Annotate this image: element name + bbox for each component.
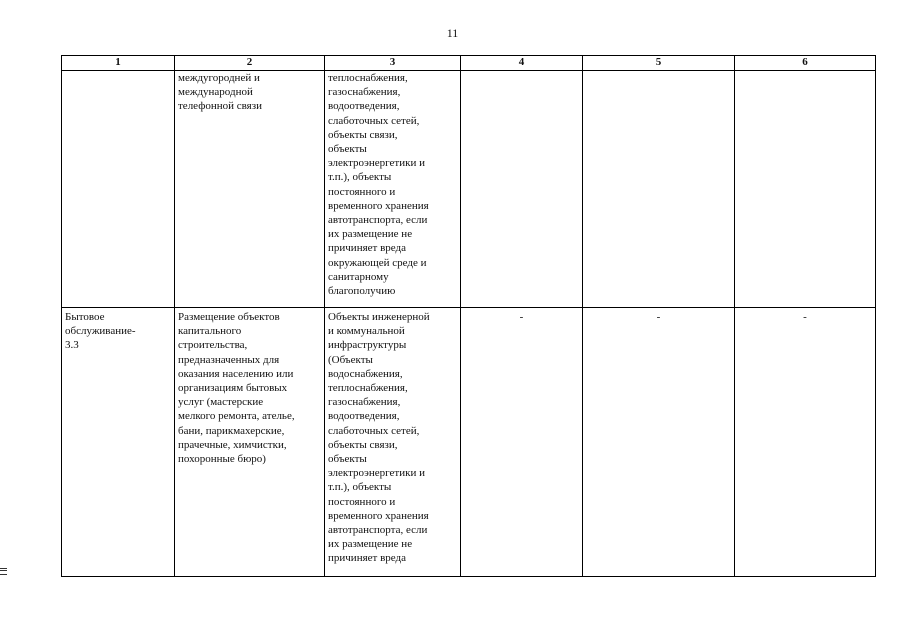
table-cell xyxy=(175,308,325,577)
land-use-table xyxy=(61,55,876,577)
cell-text: Бытовое обслуживание- 3.3 xyxy=(65,311,136,352)
column-header-3: 3 xyxy=(325,56,461,71)
table-cell xyxy=(325,308,461,577)
table-cell xyxy=(583,71,735,308)
column-header-6: 6 xyxy=(735,56,876,71)
table-cell xyxy=(735,308,876,577)
table-cell xyxy=(62,71,175,308)
column-header-2: 2 xyxy=(175,56,325,71)
cell-text: - xyxy=(656,311,661,323)
table-row xyxy=(62,71,876,308)
column-header-4: 4 xyxy=(461,56,583,71)
table-cell xyxy=(325,71,461,308)
cell-text: - xyxy=(803,311,807,323)
cell-text: междугородней и международной телефонной связи xyxy=(178,72,262,113)
table-cell xyxy=(461,308,583,577)
binding-margin-mark xyxy=(0,568,7,575)
table-cell xyxy=(583,308,735,577)
table-cell xyxy=(735,71,876,308)
page-number: 11 xyxy=(446,26,459,40)
table-row xyxy=(62,308,876,577)
column-header-5: 5 xyxy=(583,56,735,71)
cell-text: - xyxy=(519,311,524,323)
table-cell xyxy=(175,71,325,308)
table-header-row xyxy=(62,56,876,71)
cell-text: теплоснабжения, газоснабжения, водоотведения, слаботочных сетей, объекты связи, объекты электроэнергетики и т.п.), объекты постоянного и временного хранения автотранспорта, если их размещение не причиняет вреда окружающей среде и санитарному благополучию xyxy=(328,72,429,298)
cell-text: Объекты инженерной и коммунальной инфраструктуры (Объекты водоснабжения, теплоснабжения, газоснабжения, водоотведения, слаботочных сетей, объекты связи, объекты электроэнергетики и т.п.), объекты постоянного и временного хранения автотранспорта, если их размещение не причиняет вреда xyxy=(328,311,430,565)
column-header-1: 1 xyxy=(62,56,175,71)
cell-text: Размещение объектов капитального строительства, предназначенных для оказания населению или организациям бытовых услуг (мастерские мелкого ремонта, ателье, бани, парикмахерские, прачечные, химчистки, похоронные бюро) xyxy=(178,311,295,466)
table-cell xyxy=(62,308,175,577)
table-cell xyxy=(461,71,583,308)
